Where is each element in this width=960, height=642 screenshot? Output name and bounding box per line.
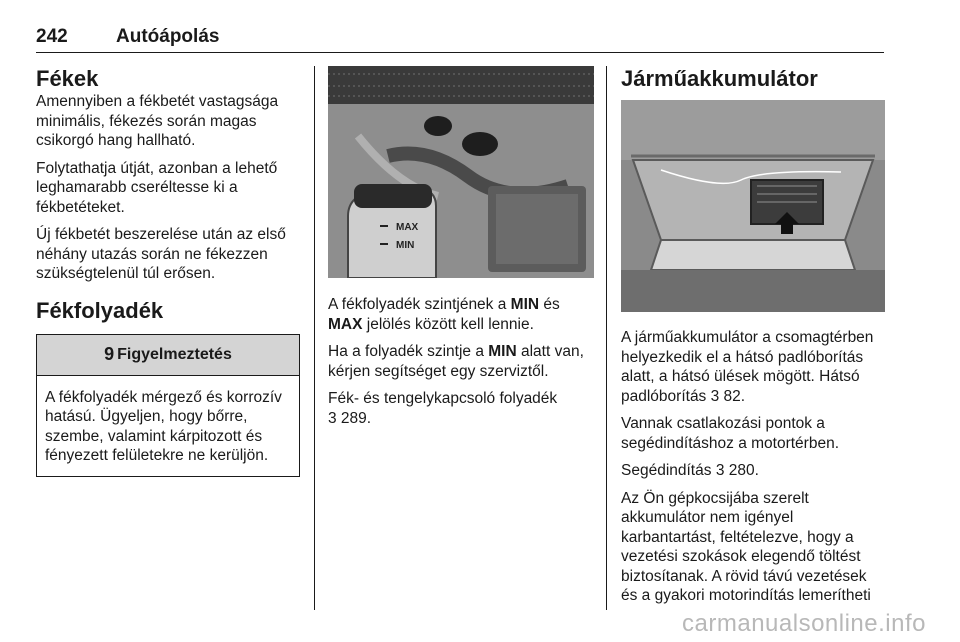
warning-text: A fékfolyadék mérgező és korrozív hatású. Ügyeljen, hogy bőrre, szembe, valamint kárpitozott és fényezett felületekre ne kerüljön. (45, 388, 282, 464)
max-mark-label: MAX (396, 222, 419, 233)
watermark: carmanualsonline.info (682, 610, 926, 637)
paragraph: Vannak csatlakozási pontok a segédindításhoz a motortérben. (621, 415, 839, 452)
column-brake-fluid (328, 66, 594, 436)
warning-title: Figyelmeztetés (117, 345, 232, 363)
paragraph: A járműakkumulátor a csomagtérben helyezkedik el a hátsó padlóborítás alatt, a hátsó ülések mögött. Hátsó padlóborítás 3 82. (621, 329, 874, 405)
brake-fluid-reservoir-image (328, 66, 594, 278)
paragraph: Folytathatja útját, azonban a lehető leghamarabb cseréltesse ki a fékbetéteket. (36, 159, 278, 216)
warning-box (36, 334, 300, 477)
chapter-title: Autóápolás (116, 26, 220, 47)
paragraph: Segédindítás 3 280. (621, 462, 759, 479)
page-reference-link[interactable]: 3 82. (710, 387, 746, 405)
section-title-brake-fluid: Fékfolyadék (36, 297, 164, 323)
page-reference-link[interactable]: 3 289. (328, 409, 372, 427)
paragraph: Fék- és tengelykapcsoló folyadék 3 289. (328, 390, 558, 427)
warning-body (37, 376, 299, 476)
column-battery (621, 66, 887, 614)
battery-location-image (621, 100, 885, 312)
section-title-battery: Járműakkumulátor (621, 66, 818, 91)
column-divider (606, 66, 607, 610)
column-divider (314, 66, 315, 610)
paragraph: Új fékbetét beszerelése után az első néhány utazás során ne fékezzen szükségtelenül túl erősen. (36, 226, 286, 282)
warning-header (37, 335, 299, 376)
page-reference-link[interactable]: 3 280. (715, 462, 759, 479)
warning-icon: 9 (104, 344, 115, 364)
page-header (36, 22, 884, 53)
column-brakes (36, 66, 300, 477)
paragraph: Ha a folyadék szintje a MIN alatt van, kérjen segítséget egy szerviztől. (328, 343, 584, 380)
page-number: 242 (36, 26, 68, 47)
section-title-brakes: Fékek (36, 66, 99, 91)
paragraph: A fékfolyadék szintjének a MIN és MAX jelölés között kell lennie. (328, 296, 560, 333)
paragraph: Amennyiben a fékbetét vastagsága minimális, fékezés során magas csikorgó hang hallható. (36, 93, 279, 149)
paragraph: Az Ön gépkocsijába szerelt akkumulátor nem igényel karbantartást, feltételezve, hogy a vezetési szokások elegendő töltést biztosítanak. A rövid távú vezetések és a gyakori motorindítás lemerítheti (621, 489, 871, 604)
min-mark-label: MIN (396, 240, 415, 251)
